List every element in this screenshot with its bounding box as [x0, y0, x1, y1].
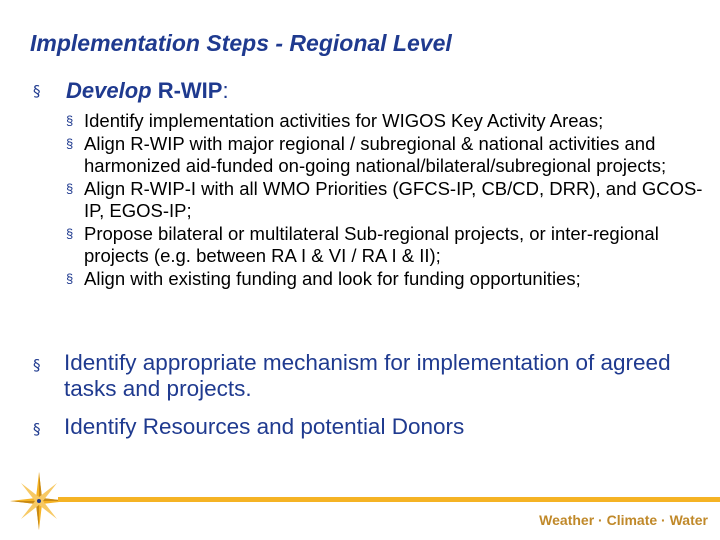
footer-divider	[58, 497, 720, 502]
sub-bullet-marker: §	[66, 270, 74, 286]
slide-title: Implementation Steps - Regional Level	[30, 30, 452, 56]
colon: :	[222, 78, 229, 103]
rwip-word: R-WIP	[151, 78, 223, 103]
sub-bullet-marker: §	[66, 225, 74, 241]
sub-bullet-list	[66, 110, 706, 290]
main-bullet-develop	[66, 78, 229, 104]
bullet-marker: §	[33, 82, 41, 100]
sub-item-text: Identify implementation activities for WIGOS Key Activity Areas;	[84, 110, 604, 131]
sub-item	[66, 110, 706, 133]
sub-item-text: Align R-WIP-I with all WMO Priorities (GFCS-IP, CB/CD, DRR), and GCOS-IP, EGOS-IP;	[84, 177, 703, 221]
sub-bullet-marker: §	[66, 113, 74, 128]
bullet-marker: §	[33, 356, 41, 374]
sub-bullet-marker: §	[66, 180, 74, 196]
develop-word: Develop	[66, 78, 152, 103]
sub-item	[66, 133, 706, 178]
sub-item-text: Align R-WIP with major regional / subregional & national activities and harmonized aid-funded on-going national/bilateral/subregional projects;	[84, 132, 667, 176]
sub-bullet-marker: §	[66, 135, 74, 151]
main-item-mechanism: Identify appropriate mechanism for implementation of agreed tasks and projects.	[64, 350, 671, 401]
footer-slogan: Weather · Climate · Water	[539, 512, 708, 528]
sub-item	[66, 178, 706, 223]
main-item-resources: Identify Resources and potential Donors	[64, 414, 465, 439]
bullet-marker: §	[33, 420, 41, 438]
sub-item	[66, 268, 706, 291]
sub-item-text: Propose bilateral or multilateral Sub-regional projects, or inter-regional projects (e.g. between RA I & VI / RA I & II);	[84, 222, 659, 266]
sub-item-text: Align with existing funding and look for funding opportunities;	[84, 267, 581, 289]
sub-item	[66, 223, 706, 268]
